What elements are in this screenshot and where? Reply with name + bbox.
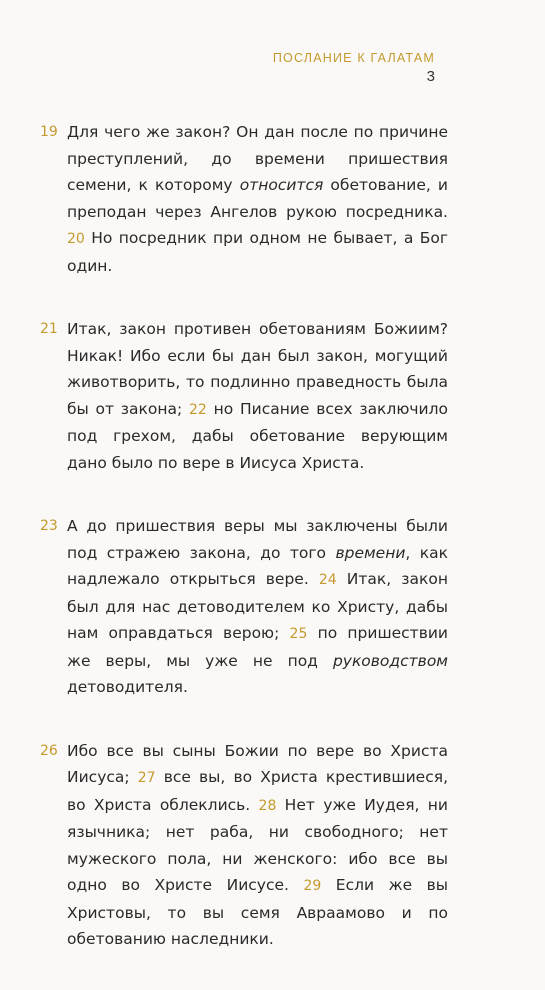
verse-text: по пришествии же веры, мы уже не под	[67, 624, 448, 670]
verse-number: 25	[289, 626, 308, 642]
verse-paragraph	[40, 119, 448, 279]
verse-text: , как надлежало открыться вере.	[67, 543, 449, 588]
verse-number: 29	[303, 878, 322, 894]
verse-paragraph	[40, 316, 448, 476]
verse-text: все вы, во Христа крестившиеся, во Христа облеклись.	[67, 768, 448, 814]
verse-text: Но посредник при одном не бывает, а Бог один.	[67, 229, 448, 275]
verse-text: А до пришествия веры мы заключены были под стражею закона, до того	[67, 517, 448, 562]
italic-supplied-word: руководством	[332, 651, 448, 670]
italic-supplied-word: времени	[335, 543, 406, 562]
verse-text: обетование, и преподан через Ангелов рукою посредника.	[67, 176, 448, 221]
verse-text: но Писание всех заключило под грехом, дабы обетование верующим дано было по вере в Иисуса Христа.	[67, 399, 449, 472]
verse-number: 21	[40, 321, 58, 337]
verse-number: 23	[40, 518, 58, 534]
italic-supplied-word: относится	[239, 176, 324, 194]
verse-paragraph	[40, 738, 448, 953]
verse-text: Для чего же закон? Он дан после по причине преступлений, до времени пришествия семени, к которому	[67, 123, 448, 194]
verse-number: 20	[67, 231, 85, 247]
verse-number: 27	[137, 770, 156, 786]
verse-text: детоводителя.	[67, 678, 188, 696]
verse-number: 26	[40, 742, 58, 759]
verse-number: 22	[189, 401, 207, 418]
verse-text: Итак, закон был для нас детоводителем ко Христу, дабы нам оправдаться верою;	[67, 570, 448, 642]
running-header-title: ПОСЛАНИЕ К ГАЛАТАМ	[272, 51, 435, 65]
verse-number: 19	[40, 124, 58, 140]
verse-number: 24	[318, 572, 337, 588]
verse-text: Нет уже Иудея, ни язычника; нет раба, ни свободного; нет мужеского пола, ни женского: ибо все вы одно во Христе Иисусе.	[67, 795, 448, 894]
verse-paragraph	[40, 513, 448, 701]
text-body	[40, 119, 448, 990]
verse-text: Ибо все вы сыны Божии по вере во Христа Иисуса;	[67, 741, 448, 786]
verse-text: Если же вы Христовы, то вы семя Авраамово и по обетованию наследники.	[67, 876, 449, 948]
verse-text: Итак, закон противен обетованиям Божиим? Никак! Ибо если бы дан был закон, могущий животворить, то подлинно праведность была бы от закона;	[67, 320, 448, 418]
page-number: 3	[426, 68, 435, 85]
verse-number: 28	[258, 797, 277, 814]
